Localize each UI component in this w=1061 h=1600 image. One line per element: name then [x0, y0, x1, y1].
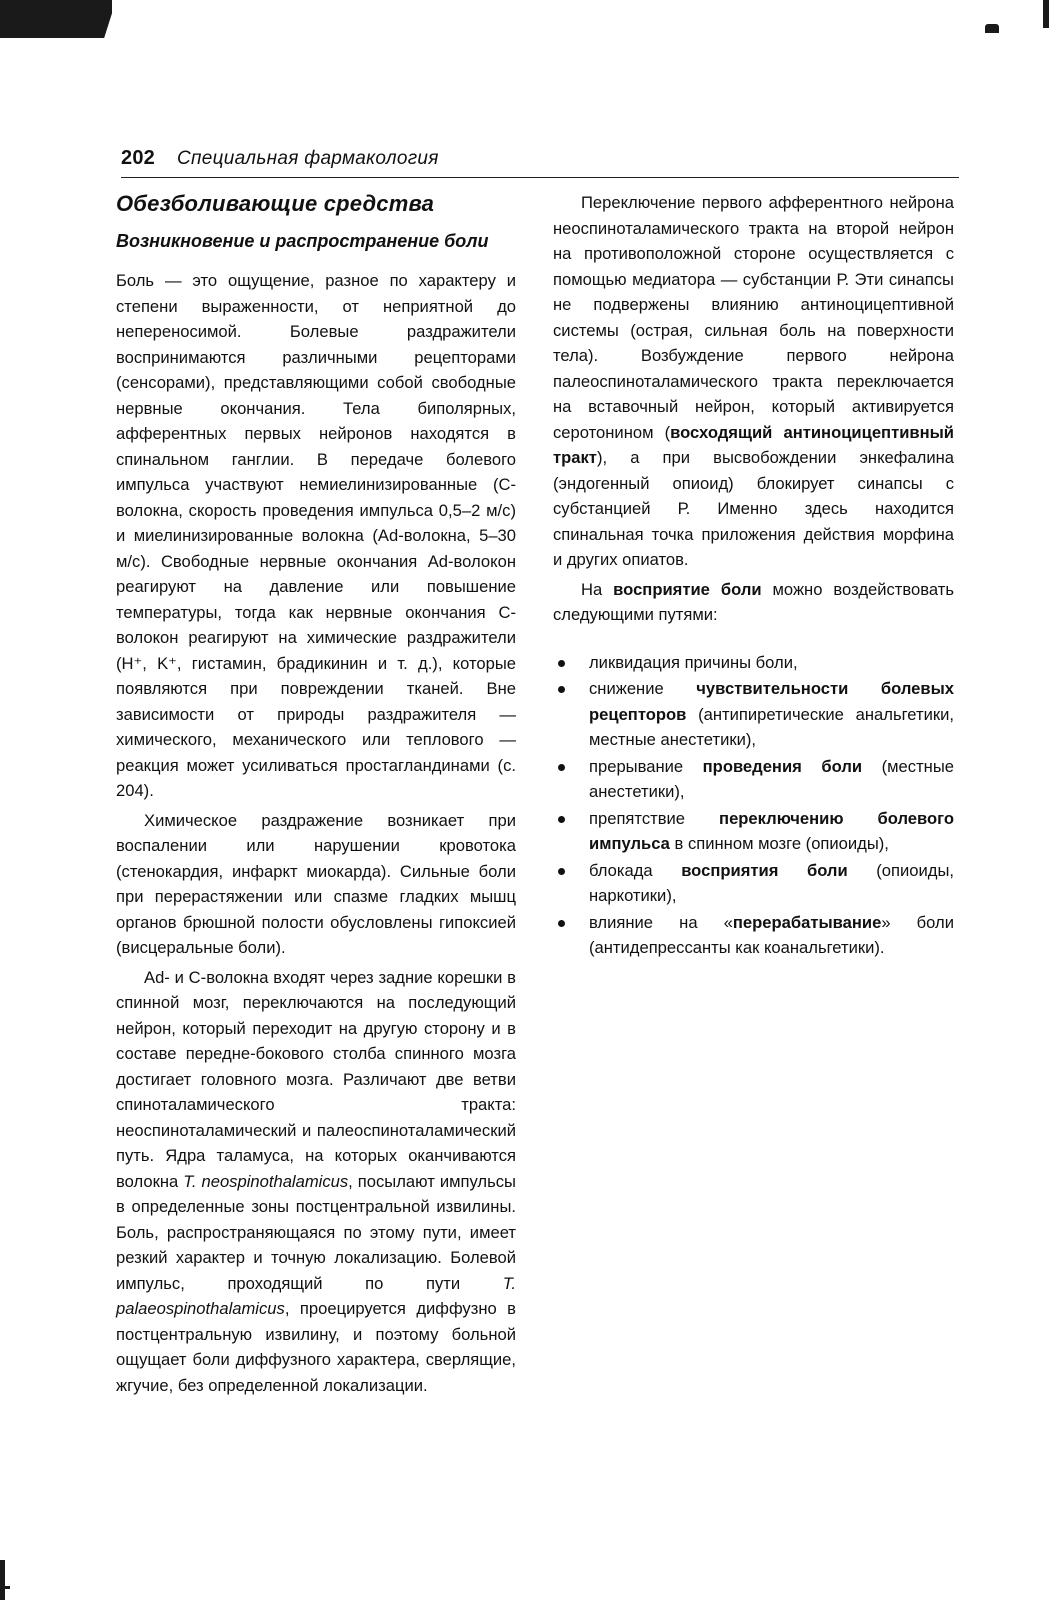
- list-item: [553, 650, 954, 676]
- scan-mark-top-right-glyph: [985, 24, 999, 33]
- text-run: (опиоиды, наркотики),: [589, 860, 954, 905]
- list-item: [553, 910, 954, 961]
- text-run: (антипиретические анальгетики, местные анестетики),: [589, 704, 954, 749]
- text-run: прерывание: [589, 756, 703, 776]
- bold-term: чувствительности болевых рецепторов: [589, 679, 954, 724]
- paragraph-pain-definition: Боль — это ощущение, разное по характеру и степени выраженности, от неприятной до непереносимой. Болевые раздражители воспринимаются различными рецепторами (сенсорами), представляющими собой свободные нервные окончания. Тела биполярных, афферентных первых нейронов находятся в спинальном ганглии. В передаче болевого импульса участвуют немиелинизированные (С-волокна, скорость проведения импульса 0,5–2 м/с) и миелинизированные волокна (Ad-волокна, 5–30 м/с). Свободные нервные окончания Ad-волокон реагируют на давление или повышение температуры, тогда как нервные окончания С-волокон реагируют на химические раздражители (H⁺, K⁺, гистамин, брадикинин и т. д.), которые появляются при повреждении тканей. Вне зависимости от природы раздражителя — химического, механического или теплового — реакция может усиливаться простагландинами (с. 204).: [116, 271, 516, 800]
- list-item: [553, 676, 954, 753]
- influence-list: [553, 650, 954, 961]
- bold-term: восприятие боли: [613, 579, 762, 599]
- text-run: , проецируется диффузно в постцентральную извилину, и поэтому больной ощущает боли диффузного характера, сверлящие, жгучие, без определенной локализации.: [116, 1299, 516, 1395]
- bullet-icon: [558, 920, 565, 927]
- bold-term: проведения боли: [702, 756, 863, 776]
- text-run: влияние на «: [589, 912, 733, 932]
- bold-term: переключению болевого импульса: [589, 808, 954, 853]
- bold-term: перерабатывание: [732, 912, 882, 932]
- list-item: [553, 858, 954, 909]
- scan-mark-top-left: [0, 0, 112, 38]
- bullet-icon: [558, 686, 565, 693]
- text-run: препятствие: [589, 808, 720, 828]
- paragraph-neuron-switching: [553, 190, 954, 573]
- text-run: ликвидация причины боли,: [589, 652, 798, 672]
- scan-mark-bottom-left-tick: [2, 1586, 10, 1589]
- bold-term: восходящий антиноцицептивный тракт: [553, 422, 954, 467]
- running-head: [121, 147, 959, 178]
- chapter-title: Обезболивающие средства: [116, 191, 435, 216]
- latin-term: T. neospinothalamicus: [183, 1171, 349, 1191]
- list-item: [553, 806, 954, 857]
- text-run: блокада: [589, 860, 682, 880]
- latin-term: T. palaeospinothalamicus: [116, 1273, 516, 1318]
- bullet-icon: [558, 868, 565, 875]
- bold-term: восприятия боли: [681, 860, 848, 880]
- text-run: (местные анестетики),: [589, 756, 954, 801]
- text-run: Переключение первого афферентного нейрона неоспиноталамического тракта на второй нейрон на противоположной стороне осуществляется с помощью медиатора — субстанции Р. Эти синапсы не подвержены влиянию антиноцицептивной системы (острая, сильная боль на поверхности тела). Возбуждение первого нейрона палеоспиноталамического тракта переключается на вставочный нейрон, который активируется серотонином (: [553, 193, 954, 442]
- list-item: [553, 754, 954, 805]
- text-run: можно воздействовать следующими путями:: [553, 579, 954, 624]
- bullet-icon: [558, 816, 565, 823]
- right-column: [553, 190, 954, 962]
- text-run: , посылают импульсы в определенные зоны постцентральной извилины. Боль, распространяющаяся по этому пути, имеет резкий характер и точную локализацию. Болевой импульс, проходящий по пути: [116, 1171, 516, 1293]
- left-column: [116, 190, 516, 1398]
- scan-mark-top-right-bar: [1043, 0, 1049, 28]
- paragraph-chemical-irritation: Химическое раздражение возникает при воспалении или нарушении кровотока (стенокардия, инфаркт миокарда). Сильные боли при перерастяжении или спазме гладких мышц органов брюшной полости обусловлены гипоксией (висцеральные боли).: [116, 810, 516, 957]
- paragraph-influence-intro: [553, 577, 954, 628]
- section-subtitle: Возникновение и распространение боли: [116, 231, 489, 251]
- bullet-icon: [558, 660, 565, 667]
- section-name: Специальная фармакология: [176, 148, 439, 169]
- scan-mark-bottom-left: [0, 1560, 5, 1600]
- bullet-icon: [558, 764, 565, 771]
- text-run: в спинном мозге (опиоиды),: [669, 834, 889, 853]
- text-run: Ad- и С-волокна входят через задние корешки в спинной мозг, переключаются на последующий нейрон, который переходит на другую сторону и в составе передне-бокового столба спинного мозга достигает головного мозга. Различают две ветви спиноталамического тракта: неоспиноталамический и палеоспиноталамический путь. Ядра таламуса, на которых оканчиваются волокна: [116, 967, 516, 1191]
- text-run: » боли (антидепрессанты как коанальгетики).: [589, 912, 954, 957]
- page-number: 202: [121, 147, 155, 169]
- paragraph-pain-pathways: [116, 965, 516, 1399]
- text-run: На: [581, 579, 614, 599]
- text-run: снижение: [589, 679, 697, 698]
- text-run: ), а при высвобождении энкефалина (эндогенный опиоид) блокирует синапсы с субстанцией Р. Именно здесь находится спинальная точка приложения действия морфина и других опиатов.: [553, 448, 954, 569]
